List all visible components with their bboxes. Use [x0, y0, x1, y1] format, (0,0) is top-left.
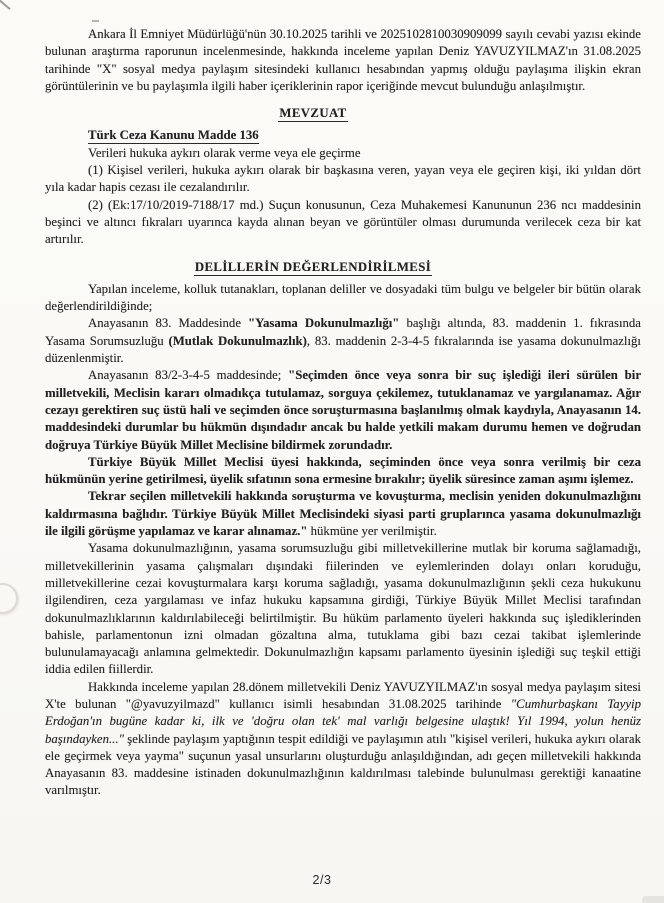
text-run: Tekrar seçilen milletvekili hakkında soruşturma ve kovuşturma, meclisin yeniden dokunulmazlığını kaldırmasına bağlıdır. Türkiye Büyük Millet Meclisindeki siyasi parti gruplarınca yasama dokunulmazlığı ile ilgili görüşme yapılamaz ve karar alınamaz.": [45, 489, 641, 539]
text-run: "Yasama Dokunulmazlığı": [248, 316, 400, 331]
constitution-83-paragraph: [45, 315, 641, 367]
law-article-subheading-text: Türk Ceza Kanunu Madde 136: [88, 128, 259, 143]
text-run: (1) Kişisel verileri, hukuka aykırı olarak bir başkasına veren, yayan veya ele geçiren kişi, iki yıldan dört yıla kadar hapis cezası ile cezalandırılır.: [45, 163, 641, 195]
tbmm-member-paragraph: [45, 454, 641, 489]
scan-artifact-smudge: [642, 896, 664, 903]
mevzuat-heading: [45, 105, 581, 122]
scan-artifact-dash: [92, 20, 99, 22]
text-run: hükmüne yer verilmiştir.: [307, 524, 437, 539]
text-run: Anayasanın 83/2-3-4-5 maddesinde;: [88, 368, 289, 383]
text-run: Hakkında inceleme yapılan 28.dönem milletvekili Deniz YAVUZYILMAZ'ın sosyal medya paylaşım sitesi X'te bulunan "@yavuzyilmazd" kullanıcı isimli hesabından 31.08.2025 tarihinde: [45, 679, 641, 711]
mevzuat-heading-text: MEVZUAT: [279, 106, 347, 121]
constitution-83-quote-paragraph: [45, 367, 641, 453]
conclusion-paragraph: [45, 679, 641, 800]
intro-paragraph: [45, 26, 641, 95]
page-number: 2/3: [312, 873, 332, 887]
text-run: Türkiye Büyük Millet Meclisi üyesi hakkında, seçiminden önce veya sonra verilmiş bir ceza hükmünün yerine getirilmesi, üyelik sıfatının sona ermesine bırakılır; üyelik süresince zaman aşımı işlemez.: [45, 454, 641, 487]
text-run: Ankara İl Emniyet Müdürlüğü'nün 30.10.2025 tarihli ve 2025102810030909099 sayılı cevabi yazısı ekinde bulunan araştırma raporunun incelenmesinde, hakkında inceleme yapılan Deniz YAVUZYILMAZ'ın 31.08.2025 tarihinde "X" sosyal medya paylaşım sitesindeki kullanıcı hesabından yapmış olduğu paylaşıma ilişkin ekran görüntülerinin ve bu paylaşımla ilgili haber içeriklerinin rapor içeriğinde mevcut bulunduğu anlaşılmıştır.: [45, 27, 641, 93]
law-clause-2: [45, 197, 641, 249]
text-run: (Mutlak Dokunulmazlık): [168, 333, 307, 348]
deliller-heading: [45, 259, 581, 276]
text-run: (2) (Ek:17/10/2019-7188/17 md.) Suçun konusunun, Ceza Muhakemesi Kanununun 236 ncı maddesinin beşinci ve altıncı fıkraları uyarınca kayda alınan beyan ve görüntüler olması durumunda verilecek ceza bir kat artırılır.: [45, 197, 641, 247]
law-article-subheading: [45, 127, 641, 144]
text-run: Verileri hukuka aykırı olarak verme veya ele geçirme: [88, 145, 361, 160]
text-run: "Cumhurbaşkanı Tayyip Erdoğan'ın bugüne kadar ki, ilk ve 'doğru olan tek' mal varlığı belgesine ulaştık! Yıl 1994, yolun henüz başındayken...": [45, 696, 641, 746]
evaluation-intro-paragraph: [45, 281, 641, 316]
immunity-explanation-paragraph: [45, 540, 641, 678]
document-body: [45, 26, 641, 800]
scan-artifact-paper-curl: [0, 583, 18, 614]
text-run: başlığı altında, 83. maddenin 1. fıkrasında Yasama Sorumsuzluğu: [45, 316, 641, 348]
text-run: Yapılan inceleme, kolluk tutanakları, toplanan deliller ve dosyadaki tüm bulgu ve belgeler bir bütün olarak değerlendirildiğinde;: [45, 281, 641, 314]
text-run: "Seçimden önce veya sonra bir suç işlediği ileri sürülen bir milletvekili, Meclisin kararı olmadıkça tutulamaz, sorguya çekilemez, tutuklanamaz ve yargılanamaz. Ağır cezayı gerektiren suç üstü hali ve seçimden önce soruşturmasına başlanılmış olmak kaydıyla, Anayasanın 14. maddesindeki durumlar bu hükmün dışındadır ancak bu halde yetkili makam durumu hemen ve doğrudan doğruya Türkiye Büyük Millet Meclisine bildirmek zorundadır.: [45, 368, 641, 452]
text-run: şeklinde paylaşım yaptığının tespit edildiği ve paylaşımın atılı "kişisel verileri, hukuka aykırı olarak ele geçirmek veya yayma" suçunun yasal unsurlarını oluşturduğu anlaşıldığından, adı geçen milletvekili hakkında Anayasanın 83. maddesine istinaden dokunulmazlığının kaldırılması talebinde bulunulması gerektiği kanaatine varılmıştır.: [45, 731, 641, 798]
deliller-heading-text: DELİLLERİN DEĞERLENDİRİLMESİ: [194, 259, 432, 274]
re-elected-mp-paragraph: [45, 488, 641, 540]
text-run: Anayasanın 83. Maddesinde: [88, 316, 249, 331]
law-clause-1: [45, 162, 641, 197]
text-run: , 83. maddenin 2-3-4-5 fıkralarında ise yasama dokunulmazlığı düzenlenmiştir.: [45, 333, 641, 366]
scan-artifact-corner-mark: [0, 0, 11, 10]
law-article-title: [45, 145, 641, 162]
text-run: Yasama dokunulmazlığının, yasama sorumsuzluğu gibi milletvekillerine mutlak bir koruma sağlamadığı, milletvekillerinin yasama çalışmaları dışındaki fiilerinden ve eylemlerinden dolayı onları koruduğu, milletvekillerine cezai kovuşturmalara karşı koruma sağladığı, yasama dokunulmazlığının şekli ceza hukukunu ilgilendiren, ceza yargılaması ve infaz hukuku kapsamına girdiği, Türkiye Büyük Millet Meclisi tarafından dokunulmazlıklarının kaldırılabileceği belirtilmiştir. Bu hüküm parlamento üyeleri hakkında suç işlediklerinden bahisle, parlamentonun izni olmadan gözaltına alma, tutuklama gibi bazı cezai takibat işlemlerinde bulunulamayacağı anlamına gelmektedir. Dokunulmazlığın kapsamı parlamento üyesinin işlediği suç teşkil ettiği iddia edilen fiillerdir.: [45, 541, 641, 677]
